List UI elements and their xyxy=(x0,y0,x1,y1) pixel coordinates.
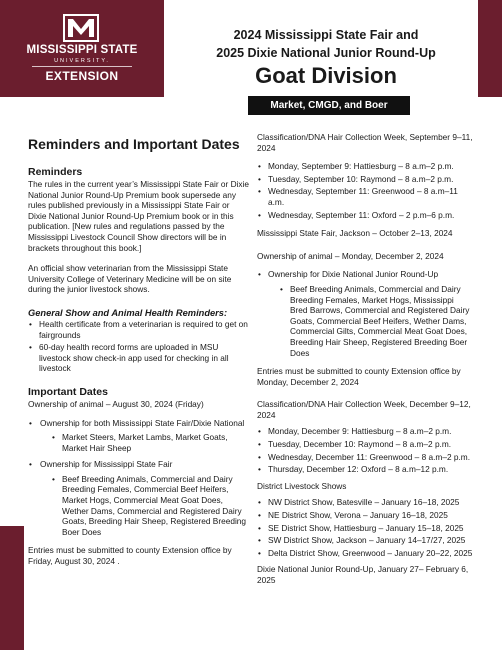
district-shows-list xyxy=(257,497,473,558)
list-item: • 60-day health record forms are uploaded in MSU livestock show check-in app used for checking in all livestock xyxy=(28,342,250,374)
important-dates-heading: Important Dates xyxy=(28,385,108,398)
list-item: • Market Steers, Market Lambs, Market Goats, Market Hair Sheep xyxy=(51,432,250,453)
collection-week-list xyxy=(257,161,473,220)
corner-accent-bottom-left xyxy=(0,526,24,650)
list-item xyxy=(28,459,250,537)
list-item: • Beef Breeding Animals, Commercial and Dairy Breeding Females, Commercial Beef Heifers, Market Hogs, Commercial Meat Goat Does, Wether Dams, Commercial and Registered Dairy Goats, Breeding Hair Sheep, Registered Breeding Boer Does xyxy=(51,474,250,538)
ownership-group-label: Ownership for Mississippi State Fair xyxy=(40,459,173,470)
list-item: • Tuesday, December 10: Raymond – 8 a.m–2 p.m. xyxy=(257,439,473,450)
collection-week-heading: Classification/DNA Hair Collection Week, December 9–12, 2024 xyxy=(257,399,471,420)
list-item: • Beef Breeding Animals, Commercial and Dairy Breeding Females, Market Hogs, Mississippi Bred Barrows, Commercial and Registered Dairy Goats, Commercial Beef Heifers, Wether Dams, Commercial Gilts, Commercial Meat Goat Does, Breeding Hair Sheep, Registered Breeding Boer Does xyxy=(279,284,473,358)
sub-list xyxy=(51,432,250,453)
list-item: • SE District Show, Hattiesburg – January 15–18, 2025 xyxy=(257,523,473,534)
sub-list xyxy=(51,474,250,538)
subtitle-banner: Market, CMGD, and Boer xyxy=(248,96,410,115)
list-item: • NE District Show, Verona – January 16–18, 2025 xyxy=(257,510,473,521)
ownership-list xyxy=(28,418,250,538)
list-item xyxy=(257,269,473,358)
brand-division: EXTENSION xyxy=(45,69,119,83)
list-item: • NW District Show, Batesville – January 16–18, 2025 xyxy=(257,497,473,508)
list-item: • Tuesday, September 10: Raymond – 8 a.m–2 p.m. xyxy=(257,174,473,185)
veterinarian-text: An official show veterinarian from the Mississippi State University College of Veterinary Medicine will be on site during the junior livestock shows. xyxy=(28,263,232,295)
list-item: • SW District Show, Jackson – January 14–17/27, 2025 xyxy=(257,535,473,546)
left-column xyxy=(28,136,250,567)
brand-name: MISSISSIPPI STATE xyxy=(26,44,138,56)
msu-extension-logo xyxy=(0,0,164,97)
list-item: • Monday, September 9: Hattiesburg – 8 a.m–2 p.m. xyxy=(257,161,473,172)
sub-list xyxy=(279,284,473,358)
state-fair-date: Mississippi State Fair, Jackson – October 2–13, 2024 xyxy=(257,228,453,239)
section-heading: Reminders and Important Dates xyxy=(28,136,240,152)
ownership-group-label: Ownership for both Mississippi State Fair/Dixie National xyxy=(40,417,245,428)
health-reminders-heading: General Show and Animal Health Reminders: xyxy=(28,307,228,318)
ownership-group-label: Ownership for Dixie National Junior Round-Up xyxy=(268,269,439,280)
dixie-national-dates: Dixie National Junior Round-Up, January 27– February 6, 2025 xyxy=(257,564,469,585)
page-title: Goat Division xyxy=(255,63,397,88)
brand-divider xyxy=(32,66,132,67)
list-item: • Health certificate from a veterinarian is required to get on fairgrounds xyxy=(28,319,250,340)
collection-week-list xyxy=(257,426,473,474)
list-item: • Wednesday, September 11: Oxford – 2 p.m–6 p.m. xyxy=(257,210,473,221)
list-item: • Thursday, December 12: Oxford – 8 a.m–12 p.m. xyxy=(257,464,473,475)
msu-m-emblem-icon xyxy=(63,14,99,42)
district-shows-heading: District Livestock Shows xyxy=(257,480,347,491)
entries-deadline: Entries must be submitted to county Extension office by Friday, August 30, 2024 . xyxy=(28,545,232,567)
health-reminders-list xyxy=(28,319,250,374)
list-item: • Wednesday, December 11: Greenwood – 8 a.m–2 p.m. xyxy=(257,452,473,463)
list-item: • Wednesday, September 11: Greenwood – 8 a.m–11 a.m. xyxy=(257,186,473,207)
ownership-date: Ownership of animal – Monday, December 2, 2024 xyxy=(257,250,444,261)
list-item xyxy=(28,418,250,454)
list-item: • Delta District Show, Greenwood – January 20–22, 2025 xyxy=(257,548,473,559)
entries-deadline: Entries must be submitted to county Extension office by Monday, December 2, 2024 xyxy=(257,366,461,387)
ownership-date: Ownership of animal – August 30, 2024 (Friday) xyxy=(28,398,204,409)
header-line-2: 2025 Dixie National Junior Round-Up xyxy=(216,46,436,60)
brand-university: UNIVERSITY. xyxy=(54,58,110,64)
header-line-1: 2024 Mississippi State Fair and xyxy=(233,28,419,42)
right-column xyxy=(257,132,473,586)
reminders-heading: Reminders xyxy=(28,166,83,178)
dixie-ownership-list xyxy=(257,269,473,358)
list-item: • Monday, December 9: Hattiesburg – 8 a.m–2 p.m. xyxy=(257,426,473,437)
collection-week-heading: Classification/DNA Hair Collection Week, September 9–11, 2024 xyxy=(257,132,473,153)
reminders-text: The rules in the current year’s Mississippi State Fair or Dixie National Junior Round-Up Premium book supersede any rules published previously in a Mississippi State Fair or Dixie National Junior Round-Up Premium book or in this publication. [New rules and regulations passed by the Mississippi Livestock Council Show directors will be in brackets throughout this book.] xyxy=(28,179,250,253)
